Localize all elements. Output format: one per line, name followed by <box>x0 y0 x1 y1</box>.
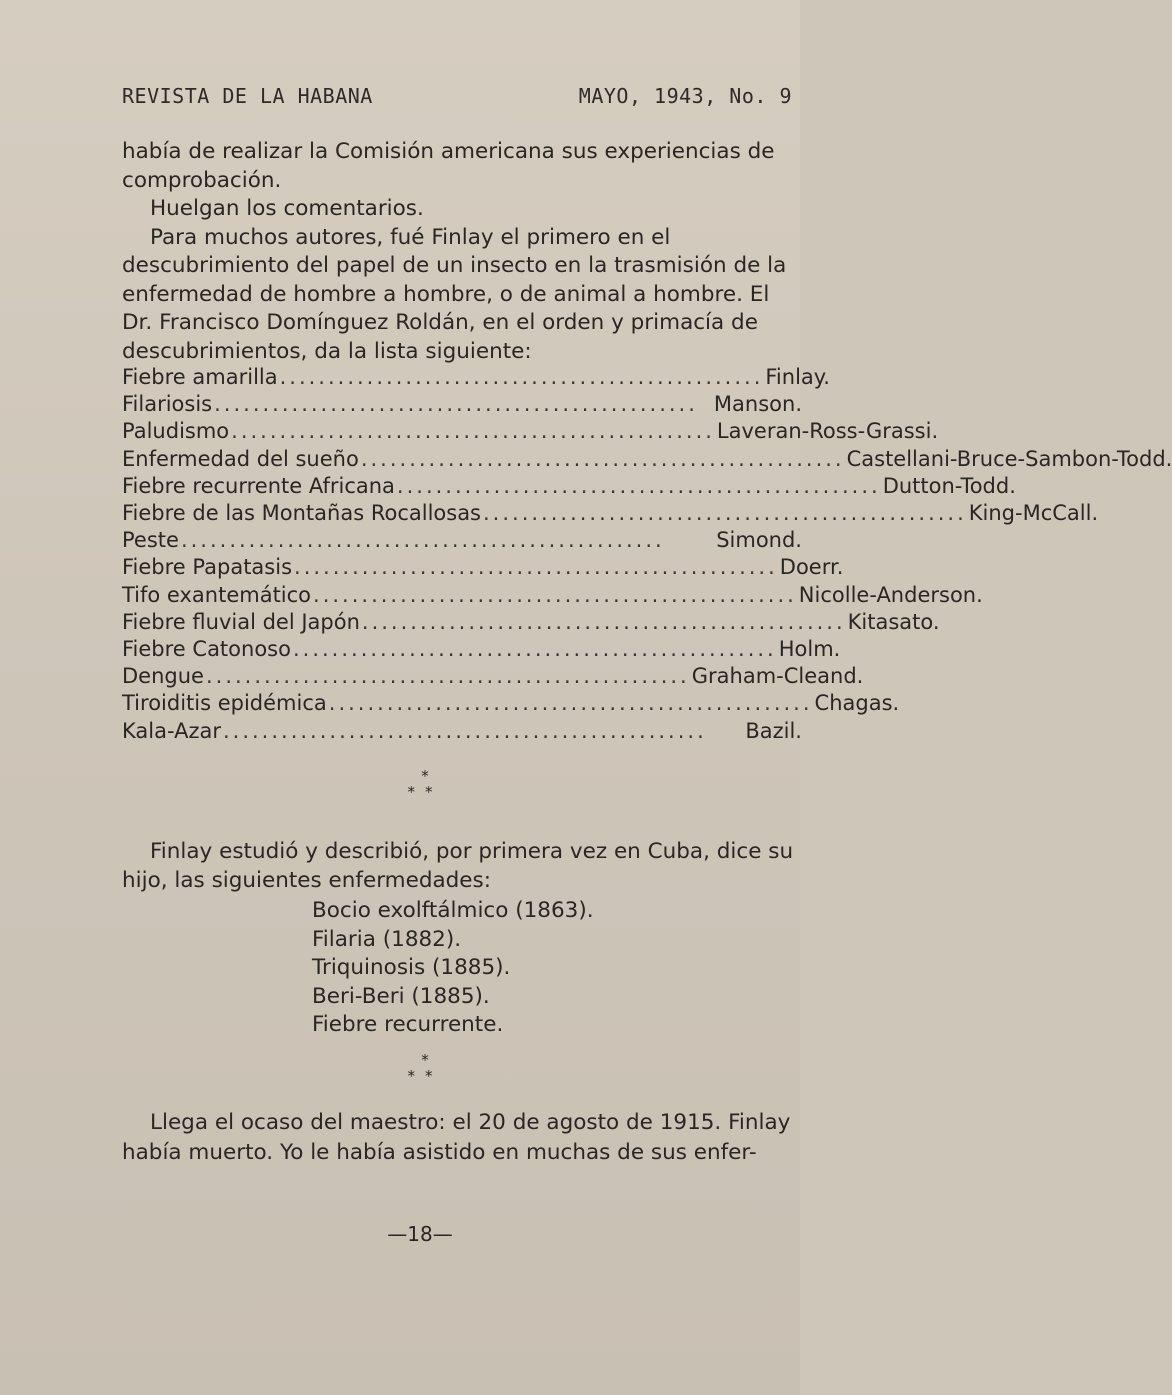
disease-name: Kala-Azar <box>122 718 221 743</box>
discoverer-name: Castellani-Bruce-Sambon-Todd. <box>846 446 1172 471</box>
section-separator <box>0 768 800 800</box>
leader-dots: .................................................. <box>361 609 846 634</box>
finlay-disease-item: Bocio exolftálmico (1863). <box>312 898 594 923</box>
leader-dots: .................................................. <box>205 664 690 689</box>
discoverer-name: Chagas. <box>814 691 900 716</box>
disease-name: Dengue <box>122 664 204 689</box>
disease-name: Fiebre Papatasis <box>122 555 293 580</box>
finlay-disease-list <box>312 897 792 1040</box>
separator-star: * <box>421 1051 429 1069</box>
discovery-row <box>122 500 1099 527</box>
discoverer-name: Finlay. <box>765 365 830 389</box>
leader-dots: .................................................. <box>231 419 715 444</box>
disease-name: Fiebre de las Montañas Rocallosas <box>122 501 481 526</box>
discoverer-name: Kitasato. <box>847 609 940 634</box>
separator-star: * <box>407 783 425 801</box>
discoverer-name: Simond. <box>716 528 802 553</box>
leader-dots: .................................................. <box>313 582 797 607</box>
intro-text <box>122 138 794 366</box>
page-number: —18— <box>387 1222 453 1246</box>
disease-name: Tifo exantemático <box>122 582 312 607</box>
leader-dots: .................................................. <box>214 392 698 417</box>
discovery-row <box>122 446 1172 473</box>
discovery-row <box>122 418 939 445</box>
leader-dots: .................................................. <box>483 501 967 526</box>
finlay-disease-item: Filaria (1882). <box>312 926 462 952</box>
disease-name: Peste <box>122 528 179 553</box>
discoverer-name: King-McCall. <box>968 501 1099 526</box>
closing-text: Llega el ocaso del maestro: el 20 de agosto de 1915. Finlay había muerto. Yo le había asistido en muchas de sus enfer- <box>122 1110 791 1165</box>
disease-name: Enfermedad del sueño <box>122 446 359 471</box>
separator-star: * <box>407 1067 425 1085</box>
leader-dots: .................................................. <box>180 528 665 553</box>
finlay-disease-item: Fiebre recurrente. <box>312 1012 504 1038</box>
leader-dots: .................................................. <box>292 637 777 662</box>
paragraph-comments: Huelgan los comentarios. <box>150 196 424 221</box>
discovery-row <box>122 364 830 391</box>
disease-name: Filariosis <box>122 392 213 417</box>
finlay-paragraph <box>122 838 794 895</box>
discoverer-name: Manson. <box>713 392 802 417</box>
disease-name: Paludismo <box>122 419 230 444</box>
discovery-row <box>122 718 802 745</box>
finlay-disease-item: Triquinosis (1885). <box>312 955 511 981</box>
separator-star: * <box>421 767 429 785</box>
running-header <box>122 84 792 108</box>
discoverer-name: Graham-Cleand. <box>691 664 864 689</box>
separator-star-pair <box>0 1068 800 1084</box>
discovery-row <box>122 609 940 636</box>
discovery-row <box>122 636 841 663</box>
separator-star: * <box>425 1067 443 1085</box>
journal-title: REVISTA DE LA HABANA <box>122 84 373 108</box>
discoverer-name: Dutton-Todd. <box>882 473 1016 498</box>
leader-dots: .................................................. <box>396 473 881 498</box>
finlay-disease-item: Beri-Beri (1885). <box>312 983 490 1009</box>
discoverer-name: Holm. <box>778 637 841 662</box>
disease-name: Fiebre Catonoso <box>122 637 291 662</box>
leader-dots: .................................................. <box>360 446 845 471</box>
disease-name: Fiebre amarilla <box>122 365 278 389</box>
disease-name: Tiroiditis epidémica <box>122 691 327 716</box>
paragraph-continuation: había de realizar la Comisión americana sus experiencias de comprobación. <box>122 139 775 193</box>
discovery-row <box>122 582 983 609</box>
separator-star-pair <box>0 784 800 800</box>
discovery-row <box>122 554 844 581</box>
discoverer-name: Nicolle-Anderson. <box>798 582 983 607</box>
discovery-row <box>122 473 1016 500</box>
leader-dots: .................................................. <box>294 555 778 580</box>
issue-info: MAYO, 1943, No. 9 <box>578 84 792 108</box>
discovery-row <box>122 690 900 717</box>
section-separator <box>0 1052 800 1084</box>
discovery-list <box>122 364 1172 745</box>
disease-name: Fiebre fluvial del Japón <box>122 609 360 634</box>
discoverer-name: Laveran-Ross-Grassi. <box>716 419 939 444</box>
leader-dots: .................................................. <box>279 365 764 389</box>
discoverer-name: Bazil. <box>745 718 802 743</box>
leader-dots: .................................................. <box>328 691 813 716</box>
paragraph-finlay-first: Para muchos autores, fué Finlay el primero en el descubrimiento del papel de un insecto en la trasmisión de la enfermedad de hombre a hombre, o de animal a hombre. El Dr. Francisco Domínguez Roldán, en el orden y primacía de descubrimientos, da la lista siguiente: <box>122 224 787 364</box>
discovery-row <box>122 663 864 690</box>
discovery-row <box>122 391 802 418</box>
finlay-intro: Finlay estudió y describió, por primera vez en Cuba, dice su hijo, las siguientes enfermedades: <box>122 839 794 893</box>
separator-star: * <box>425 783 443 801</box>
discovery-row <box>122 527 802 554</box>
discoverer-name: Doerr. <box>779 555 844 580</box>
leader-dots: .................................................. <box>222 718 707 743</box>
disease-name: Fiebre recurrente Africana <box>122 473 395 498</box>
closing-paragraph <box>122 1108 794 1167</box>
